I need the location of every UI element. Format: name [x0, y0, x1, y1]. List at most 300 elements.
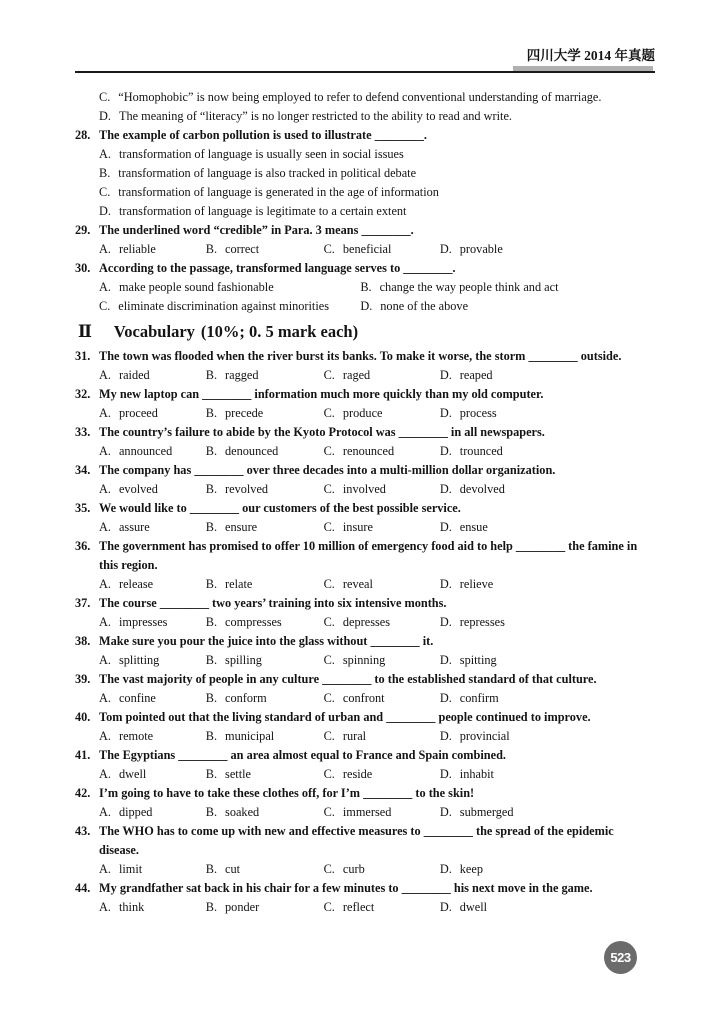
option-label: B.: [205, 691, 218, 705]
option-C: [324, 898, 440, 917]
option-B: [206, 765, 324, 784]
option-text: precede: [225, 406, 264, 420]
option-text: spilling: [225, 653, 262, 667]
option-label: B.: [205, 862, 218, 876]
option-label: C.: [323, 691, 335, 705]
question-stem: My grandfather sat back in his chair for a few minutes to ________ his next move in the game.: [99, 881, 593, 895]
question-options: [99, 803, 655, 822]
option-label: C.: [99, 185, 111, 199]
option-A: [99, 803, 206, 822]
question-number: 37.: [75, 596, 91, 610]
question-body: [99, 385, 655, 423]
option-C: [324, 575, 440, 594]
option-text: denounced: [225, 444, 279, 458]
option-label: C.: [323, 406, 335, 420]
option-text: dipped: [118, 805, 153, 819]
option-D: [99, 202, 655, 221]
question-stem: The government has promised to offer 10 million of emergency food aid to help ________ the famine in this region.: [99, 539, 638, 572]
question-43: [75, 822, 655, 879]
option-B: [206, 803, 324, 822]
option-text: reveal: [342, 577, 373, 591]
option-text: release: [118, 577, 154, 591]
option-A: [99, 145, 655, 164]
question-body: [99, 126, 655, 221]
option-B: [206, 860, 324, 879]
option-label: C.: [323, 900, 335, 914]
question-options: [99, 860, 655, 879]
option-D: [440, 727, 655, 746]
question-options: [99, 145, 655, 221]
option-text: dwell: [118, 767, 147, 781]
question-body: [99, 708, 655, 746]
option-text: conform: [225, 691, 267, 705]
question-stem: The country’s failure to abide by the Kyoto Protocol was ________ in all newspapers.: [99, 425, 545, 439]
option-label: C.: [323, 444, 335, 458]
question-options: [99, 404, 655, 423]
option-C: [324, 404, 440, 423]
option-text: depresses: [342, 615, 391, 629]
option-label: C.: [323, 368, 335, 382]
option-D: [440, 613, 655, 632]
question-34: [75, 461, 655, 499]
option-label: A.: [99, 280, 111, 294]
question-body: [99, 594, 655, 632]
option-label: A.: [99, 444, 111, 458]
option-label: B.: [205, 729, 218, 743]
option-text: relate: [225, 577, 253, 591]
option-label: A.: [99, 862, 111, 876]
option-text: municipal: [225, 729, 275, 743]
question-stem: I’m going to have to take these clothes off, for I’m ________ to the skin!: [99, 786, 475, 800]
option-C: [99, 183, 655, 202]
option-label: A.: [99, 406, 111, 420]
option-text: settle: [225, 767, 251, 781]
option-label: B.: [205, 482, 218, 496]
option-text: remote: [118, 729, 154, 743]
option-C: [324, 803, 440, 822]
option-label: B.: [205, 520, 218, 534]
option-D: [440, 366, 655, 385]
option-A: [99, 651, 206, 670]
question-options: [99, 613, 655, 632]
option-label: A.: [99, 482, 111, 496]
question-stem: We would like to ________ our customers of the best possible service.: [99, 501, 461, 515]
question-body: [99, 499, 655, 537]
option-A: [99, 240, 206, 259]
option-text: beneficial: [342, 242, 392, 256]
option-label: B.: [205, 242, 218, 256]
option-text: rural: [342, 729, 367, 743]
option-label: C.: [99, 299, 111, 313]
option-text: dwell: [459, 900, 488, 914]
option-D: [440, 689, 655, 708]
option-D: [440, 803, 655, 822]
option-label: D.: [439, 242, 452, 256]
option-text: none of the above: [380, 299, 469, 313]
option-text: splitting: [118, 653, 160, 667]
option-label: D.: [439, 520, 452, 534]
question-options: [99, 575, 655, 594]
question-stem: The vast majority of people in any culture ________ to the established standard of that culture.: [99, 672, 597, 686]
question-options: [99, 442, 655, 461]
question-33: [75, 423, 655, 461]
option-B: [206, 575, 324, 594]
option-label: B.: [205, 767, 218, 781]
question-stem: My new laptop can ________ information much more quickly than my old computer.: [99, 387, 544, 401]
question-stem: Make sure you pour the juice into the glass without ________ it.: [99, 634, 434, 648]
option-text: reflect: [342, 900, 375, 914]
option-label: D.: [360, 299, 373, 313]
question-32: [75, 385, 655, 423]
option-text: raided: [118, 368, 150, 382]
option-B: [206, 689, 324, 708]
question-number: 42.: [75, 786, 91, 800]
option-text: raged: [342, 368, 371, 382]
question-number: 39.: [75, 672, 91, 686]
option-label: D.: [99, 109, 111, 123]
option-text: compresses: [225, 615, 282, 629]
question-body: [99, 423, 655, 461]
question-number: 33.: [75, 425, 91, 439]
option-label: B.: [99, 166, 111, 180]
question-body: [99, 221, 655, 259]
option-A: [99, 689, 206, 708]
question-body: [99, 347, 655, 385]
option-A: [99, 575, 206, 594]
question-body: [99, 822, 655, 879]
question-options: [99, 651, 655, 670]
question-number: 32.: [75, 387, 91, 401]
option-B: [206, 898, 324, 917]
option-text: make people sound fashionable: [118, 280, 274, 294]
option-C: [324, 689, 440, 708]
option-label: B.: [205, 406, 218, 420]
option-text: immersed: [342, 805, 392, 819]
option-text: ragged: [225, 368, 259, 382]
question-30: [75, 259, 655, 316]
option-label: D.: [439, 615, 452, 629]
question-number: [75, 88, 99, 126]
option-text: announced: [118, 444, 173, 458]
option-B: [360, 278, 655, 297]
option-label: A.: [99, 242, 111, 256]
question-body: [99, 879, 655, 917]
option-text: The meaning of “literacy” is no longer restricted to the ability to read and write.: [118, 109, 512, 123]
option-text: confine: [118, 691, 156, 705]
option-text: spinning: [342, 653, 386, 667]
question-29: [75, 221, 655, 259]
option-label: C.: [323, 653, 335, 667]
question-stem: The Egyptians ________ an area almost equal to France and Spain combined.: [99, 748, 506, 762]
question-40: [75, 708, 655, 746]
option-text: reside: [342, 767, 373, 781]
option-label: A.: [99, 577, 111, 591]
option-label: D.: [439, 729, 452, 743]
section-title: Vocabulary: [113, 322, 195, 341]
option-D: [440, 518, 655, 537]
question-body: [99, 88, 655, 126]
question-stem: The course ________ two years’ training into six intensive months.: [99, 596, 447, 610]
question-body: [99, 746, 655, 784]
option-text: inhabit: [459, 767, 494, 781]
option-label: C.: [323, 729, 335, 743]
option-text: represses: [459, 615, 505, 629]
option-D: [440, 765, 655, 784]
option-label: C.: [323, 805, 335, 819]
option-B: [206, 518, 324, 537]
option-C: [324, 860, 440, 879]
option-C: [324, 727, 440, 746]
option-text: involved: [342, 482, 386, 496]
question-stem: The example of carbon pollution is used to illustrate ________.: [99, 128, 427, 142]
question-number: 41.: [75, 748, 91, 762]
option-label: B.: [205, 615, 218, 629]
option-label: D.: [439, 805, 452, 819]
question-number: 43.: [75, 824, 91, 838]
option-text: provable: [459, 242, 503, 256]
option-text: ensure: [225, 520, 258, 534]
question-stem: The town was flooded when the river burst its banks. To make it worse, the storm ________ outside.: [99, 349, 622, 363]
option-label: C.: [323, 520, 335, 534]
option-A: [99, 898, 206, 917]
option-label: A.: [99, 520, 111, 534]
option-text: transformation of language is also tracked in political debate: [118, 166, 417, 180]
page-number-badge: 523: [604, 941, 637, 974]
option-label: C.: [323, 862, 335, 876]
question-number: 31.: [75, 349, 91, 363]
option-C: [324, 651, 440, 670]
question-stem: Tom pointed out that the living standard of urban and ________ people continued to improve.: [99, 710, 591, 724]
question-stem: The company has ________ over three decades into a multi-million dollar organization.: [99, 463, 556, 477]
option-text: transformation of language is usually seen in social issues: [118, 147, 404, 161]
option-C: [324, 765, 440, 784]
option-D: [360, 297, 655, 316]
option-C: [324, 518, 440, 537]
option-C: [324, 480, 440, 499]
option-label: D.: [439, 862, 452, 876]
option-B: [206, 480, 324, 499]
option-text: revolved: [225, 482, 269, 496]
option-A: [99, 480, 206, 499]
option-A: [99, 727, 206, 746]
question-body: [99, 784, 655, 822]
question-36: [75, 537, 655, 594]
option-text: spitting: [459, 653, 497, 667]
option-label: D.: [439, 653, 452, 667]
option-B: [206, 651, 324, 670]
option-A: [99, 442, 206, 461]
option-text: limit: [118, 862, 143, 876]
question-body: [99, 670, 655, 708]
option-B: [206, 442, 324, 461]
option-label: B.: [205, 368, 218, 382]
option-C: [324, 442, 440, 461]
question-options: [99, 480, 655, 499]
option-label: D.: [439, 406, 452, 420]
option-text: confront: [342, 691, 385, 705]
option-label: B.: [360, 280, 372, 294]
option-A: [99, 613, 206, 632]
option-text: confirm: [459, 691, 499, 705]
option-label: C.: [323, 242, 335, 256]
question-options: [99, 518, 655, 537]
option-label: C.: [323, 482, 335, 496]
option-text: “Homophobic” is now being employed to refer to defend conventional understanding of marriage.: [118, 90, 602, 104]
question-number: 36.: [75, 539, 91, 553]
option-label: D.: [439, 900, 452, 914]
header-rule: [75, 71, 655, 73]
option-label: B.: [205, 653, 218, 667]
question-body: [99, 537, 655, 594]
option-A: [99, 404, 206, 423]
option-text: relieve: [459, 577, 494, 591]
option-text: ensue: [459, 520, 488, 534]
option-A: [99, 278, 360, 297]
option-label: A.: [99, 368, 111, 382]
option-label: A.: [99, 900, 111, 914]
option-B: [206, 727, 324, 746]
option-label: A.: [99, 691, 111, 705]
option-label: A.: [99, 767, 111, 781]
option-C: [99, 88, 655, 107]
option-text: cut: [225, 862, 241, 876]
option-text: think: [118, 900, 145, 914]
question-stem: The WHO has to come up with new and effective measures to ________ the spread of the epidemic disease.: [99, 824, 614, 857]
question-body: [99, 259, 655, 316]
question-35: [75, 499, 655, 537]
question-number: 34.: [75, 463, 91, 477]
question-body: [99, 461, 655, 499]
option-C: [324, 366, 440, 385]
option-D: [99, 107, 655, 126]
question-options: [99, 240, 655, 259]
option-D: [440, 898, 655, 917]
question-number: 44.: [75, 881, 91, 895]
option-label: B.: [205, 900, 218, 914]
question-number: 38.: [75, 634, 91, 648]
option-B: [99, 164, 655, 183]
question-options: [99, 278, 655, 316]
option-text: ponder: [225, 900, 260, 914]
question-number: 35.: [75, 501, 91, 515]
option-C: [324, 613, 440, 632]
option-label: A.: [99, 615, 111, 629]
section-heading: [78, 322, 655, 342]
question-41: [75, 746, 655, 784]
option-C: [324, 240, 440, 259]
option-B: [206, 613, 324, 632]
question-options: [99, 898, 655, 917]
question-31: [75, 347, 655, 385]
option-label: B.: [205, 444, 218, 458]
page-header: [75, 0, 655, 73]
option-D: [440, 575, 655, 594]
question-number: 29.: [75, 223, 91, 237]
option-text: devolved: [459, 482, 505, 496]
question-body: [99, 632, 655, 670]
section-numeral: Ⅱ: [78, 322, 92, 341]
option-label: B.: [205, 805, 218, 819]
option-label: C.: [99, 90, 111, 104]
option-label: D.: [439, 691, 452, 705]
option-A: [99, 765, 206, 784]
option-text: insure: [342, 520, 373, 534]
question-number: 40.: [75, 710, 91, 724]
option-D: [440, 442, 655, 461]
question-38: [75, 632, 655, 670]
option-text: change the way people think and act: [379, 280, 559, 294]
option-label: A.: [99, 805, 111, 819]
option-D: [440, 480, 655, 499]
option-text: provincial: [459, 729, 510, 743]
question-options-continued: [75, 88, 655, 126]
question-stem: The underlined word “credible” in Para. 3 means ________.: [99, 223, 414, 237]
option-B: [206, 404, 324, 423]
option-label: C.: [323, 615, 335, 629]
option-text: transformation of language is legitimate to a certain extent: [118, 204, 407, 218]
option-label: A.: [99, 147, 111, 161]
question-stem: According to the passage, transformed language serves to ________.: [99, 261, 456, 275]
option-label: D.: [99, 204, 111, 218]
option-label: D.: [439, 577, 452, 591]
option-label: D.: [439, 767, 452, 781]
option-text: soaked: [225, 805, 260, 819]
option-A: [99, 518, 206, 537]
option-text: renounced: [342, 444, 395, 458]
option-A: [99, 366, 206, 385]
option-D: [440, 404, 655, 423]
question-options: [99, 88, 655, 126]
option-text: impresses: [118, 615, 168, 629]
option-text: keep: [459, 862, 483, 876]
question-options: [99, 366, 655, 385]
option-C: [99, 297, 360, 316]
option-text: transformation of language is generated in the age of information: [118, 185, 439, 199]
question-28: [75, 126, 655, 221]
option-D: [440, 240, 655, 259]
option-B: [206, 366, 324, 385]
option-text: produce: [342, 406, 383, 420]
option-label: A.: [99, 653, 111, 667]
option-text: process: [459, 406, 497, 420]
option-text: reaped: [459, 368, 493, 382]
option-label: A.: [99, 729, 111, 743]
option-text: reliable: [118, 242, 156, 256]
option-label: B.: [205, 577, 218, 591]
option-label: D.: [439, 444, 452, 458]
question-44: [75, 879, 655, 917]
page-header-title: 四川大学 2014 年真题: [526, 48, 655, 63]
question-options: [99, 765, 655, 784]
question-42: [75, 784, 655, 822]
question-number: 28.: [75, 128, 91, 142]
option-text: evolved: [118, 482, 158, 496]
option-D: [440, 651, 655, 670]
option-label: D.: [439, 368, 452, 382]
option-text: curb: [342, 862, 365, 876]
question-options: [99, 689, 655, 708]
section-detail: (10%; 0. 5 mark each): [200, 322, 359, 341]
option-B: [206, 240, 324, 259]
option-label: C.: [323, 767, 335, 781]
option-label: C.: [323, 577, 335, 591]
question-37: [75, 594, 655, 632]
option-D: [440, 860, 655, 879]
question-options: [99, 727, 655, 746]
option-text: eliminate discrimination against minorities: [118, 299, 329, 313]
option-label: D.: [439, 482, 452, 496]
option-text: trounced: [459, 444, 503, 458]
